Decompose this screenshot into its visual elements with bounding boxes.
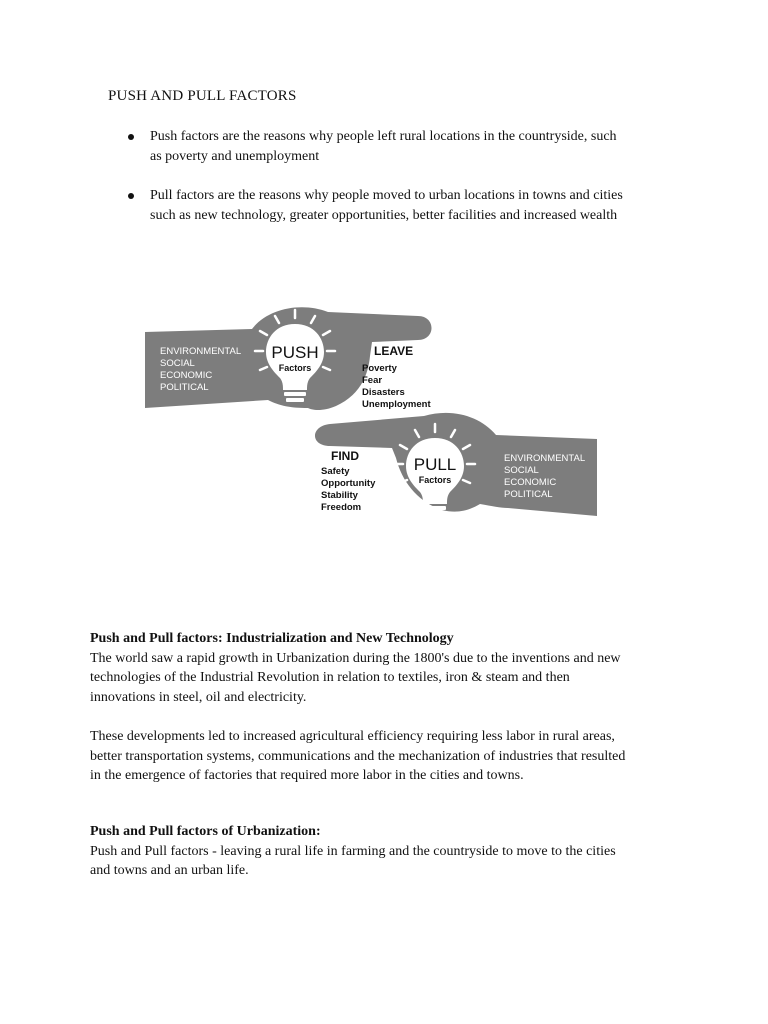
bullet-text-pull: Pull factors are the reasons why people moved to urban locations in towns and cities such as new technology, greater opportunities, better facilities and increased wealth [150, 188, 623, 223]
page-title: PUSH AND PULL FACTORS [108, 88, 297, 104]
pull-reason: Stability [321, 490, 358, 501]
bullet-text-push: Push factors are the reasons why people left rural locations in the countryside, such as poverty and unemployment [150, 129, 617, 164]
pull-reason: Safety [321, 466, 350, 477]
pull-bulb-base [426, 512, 444, 516]
push-bulb-base [286, 398, 304, 402]
push-reason: Unemployment [362, 399, 431, 410]
pull-word: PULL [413, 455, 457, 474]
push-pull-diagram [140, 296, 610, 526]
push-bulb-base [284, 392, 306, 396]
push-action: LEAVE [374, 344, 414, 358]
push-pull-illustration [140, 296, 610, 526]
section-industrialization [90, 629, 630, 707]
bullet-item-push [126, 127, 626, 167]
section-body: Push and Pull factors - leaving a rural life in farming and the countryside to move to the cities and towns and an urban life. [90, 843, 616, 878]
section-body: These developments led to increased agricultural efficiency requiring less labor in rural areas, better transportation systems, communications and the mechanization of industries that resulted in the emergence of factories that required more labor in the cities and towns. [90, 729, 626, 783]
section-body: The world saw a rapid growth in Urbanization during the 1800's due to the inventions and new technologies of the Industrial Revolution in relation to textiles, iron & steam and then innovations in steel, oil and electricity. [90, 650, 621, 705]
bullet-item-pull [126, 186, 626, 226]
section-developments [90, 727, 630, 786]
bullet-dot-icon [128, 193, 134, 199]
push-reason: Poverty [362, 363, 397, 374]
pull-category: POLITICAL [504, 489, 553, 500]
section-heading: Push and Pull factors of Urbanization: [90, 824, 321, 839]
push-category: POLITICAL [160, 382, 209, 393]
push-reason: Fear [362, 375, 383, 386]
push-category: ENVIRONMENTAL [160, 346, 242, 357]
push-sub: Factors [278, 363, 312, 373]
pull-reason: Freedom [321, 502, 362, 513]
section-heading: Push and Pull factors: Industrialization and New Technology [90, 631, 454, 646]
bullet-dot-icon [128, 134, 134, 140]
pull-category: ENVIRONMENTAL [504, 453, 586, 464]
pull-category: SOCIAL [504, 465, 539, 476]
push-reason: Disasters [362, 387, 405, 398]
push-category: ECONOMIC [160, 370, 213, 381]
bullet-list [126, 127, 626, 245]
pull-reason: Opportunity [321, 478, 376, 489]
push-category: SOCIAL [160, 358, 195, 369]
pull-category: ECONOMIC [504, 477, 557, 488]
pull-sub: Factors [418, 475, 452, 485]
push-word: PUSH [271, 343, 319, 362]
pull-action: FIND [331, 449, 359, 463]
pull-bulb-base [424, 506, 446, 510]
section-urbanization [90, 822, 630, 881]
